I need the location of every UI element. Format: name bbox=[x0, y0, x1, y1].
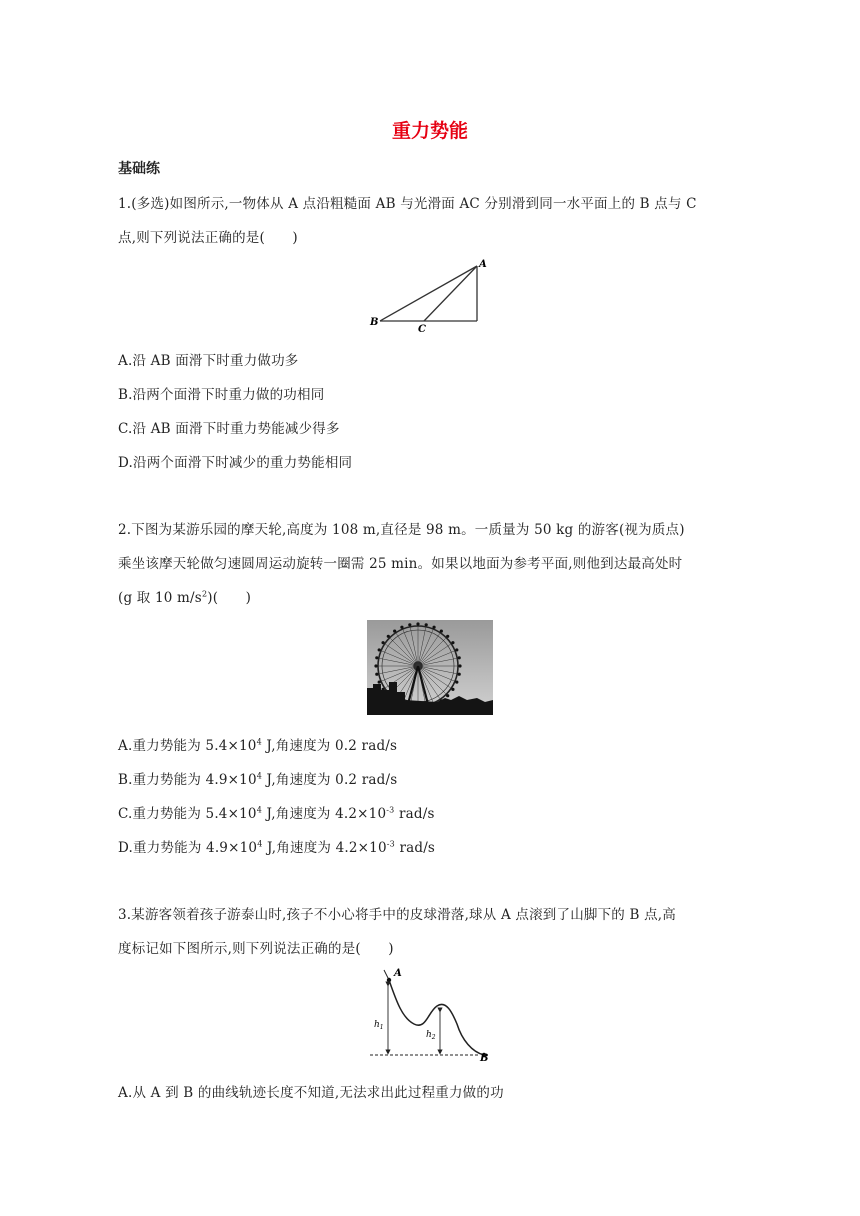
q2-stem-line1: 2.下图为某游乐园的摩天轮,高度为 108 m,直径是 98 m。一质量为 50 kg 的游客(视为质点) bbox=[118, 522, 685, 538]
q2-stem-line2: 乘坐该摩天轮做匀速圆周运动旋转一圈需 25 min。如果以地面为参考平面,则他到达最高处时 bbox=[118, 556, 683, 572]
q1-label-c: C bbox=[418, 324, 426, 334]
q3-option-a: A.从 A 到 B 的曲线轨迹长度不知道,无法求出此过程重力做的功 bbox=[118, 1085, 504, 1101]
q1-label-b: B bbox=[370, 317, 379, 328]
q2-option-c: C.重力势能为 $5.4\times 10^4$ J,角速度为 $4.2\times 10^{-3}$ rad/s bbox=[118, 805, 435, 822]
q1-option-a: A.沿 AB 面滑下时重力做功多 bbox=[118, 353, 299, 369]
q3-label-h2: $h_2$ bbox=[426, 1030, 436, 1041]
q2-option-d: D.重力势能为 $4.9\times 10^4$ J,角速度为 $4.2\times 10^{-3}$ rad/s bbox=[118, 839, 436, 856]
q1-label-a: A bbox=[479, 259, 487, 270]
q1-incline-figure bbox=[366, 254, 496, 334]
page-title: 重力势能 bbox=[391, 120, 468, 142]
q1-option-b: B.沿两个面滑下时重力做的功相同 bbox=[118, 387, 325, 403]
ferris-wheel-photo bbox=[367, 620, 493, 715]
q3-hill-figure bbox=[362, 966, 502, 1064]
q1-option-d: D.沿两个面滑下时减少的重力势能相同 bbox=[118, 455, 353, 471]
q2-option-a: A.重力势能为 $5.4\times 10^4$ J,角速度为 0.2 rad/s bbox=[118, 737, 398, 754]
q2-stem-line3: (g 取 10 $m/s^2$)( ) bbox=[118, 589, 252, 606]
section-heading: 基础练 bbox=[118, 161, 160, 177]
q3-label-h1: $h_1$ bbox=[374, 1020, 384, 1031]
q3-label-a: A bbox=[394, 968, 402, 979]
q1-option-c: C.沿 AB 面滑下时重力势能减少得多 bbox=[118, 421, 340, 437]
q2-option-b: B.重力势能为 $4.9\times 10^4$ J,角速度为 0.2 rad/s bbox=[118, 771, 398, 788]
q1-stem-line2: 点,则下列说法正确的是( ) bbox=[118, 230, 298, 246]
q3-label-b: B bbox=[480, 1053, 489, 1064]
q3-stem-line2: 度标记如下图所示,则下列说法正确的是( ) bbox=[118, 941, 394, 957]
q3-stem-line1: 3.某游客领着孩子游泰山时,孩子不小心将手中的皮球滑落,球从 A 点滚到了山脚下的 B 点,高 bbox=[118, 907, 676, 923]
q1-stem-line1: 1.(多选)如图所示,一物体从 A 点沿粗糙面 AB 与光滑面 AC 分别滑到同一水平面上的 B 点与 C bbox=[118, 196, 697, 212]
